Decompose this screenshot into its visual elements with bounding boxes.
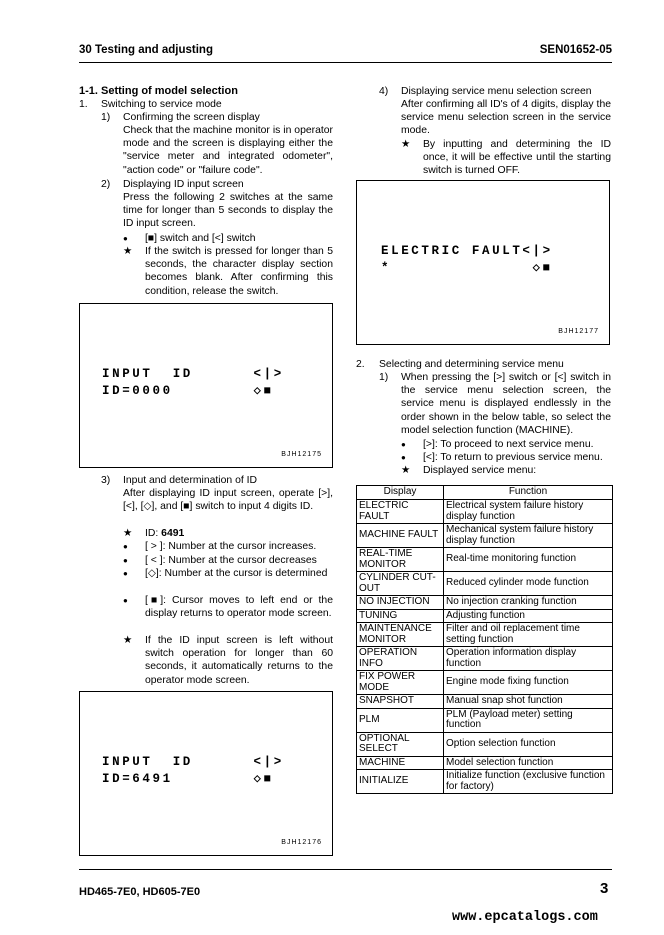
bullet-text: [◇]: Number at the cursor is determined	[145, 568, 328, 579]
step-title: Switching to service mode	[101, 99, 222, 110]
page-number: 3	[600, 880, 609, 897]
step-1	[79, 98, 333, 111]
function-cell: Operation information display function	[444, 647, 613, 671]
substep-body: When pressing the [>] switch or [<] switch in the service menu selection screen, the service menu is displayed endlessly in the order shown in the below table, so select the model selection function (MACHINE).	[401, 372, 611, 436]
lcd-line-2: ID=6491 ◇■	[102, 772, 274, 786]
bullet-text: [ < ]: Number at the cursor decreases	[145, 555, 317, 566]
function-cell: No injection cranking function	[444, 596, 613, 610]
table-row	[357, 770, 613, 794]
table-row	[357, 548, 613, 572]
figure-code: BJH12176	[281, 838, 322, 846]
table-row	[357, 623, 613, 647]
bullet-icon: ●	[401, 453, 406, 462]
function-cell: Mechanical system failure history display function	[444, 524, 613, 548]
function-cell: Option selection function	[444, 732, 613, 756]
star-icon: ★	[123, 528, 133, 539]
substep-3	[101, 474, 333, 487]
table-row	[357, 671, 613, 695]
function-cell: Engine mode fixing function	[444, 671, 613, 695]
display-cell: ELECTRIC FAULT	[357, 500, 444, 524]
bullet-item	[123, 567, 333, 580]
step-2	[356, 358, 612, 371]
star-note	[123, 245, 333, 298]
star-icon: ★	[401, 465, 411, 476]
table-row	[357, 524, 613, 548]
monitor-figure-service-menu	[356, 180, 610, 345]
function-cell: Electrical system failure history display function	[444, 500, 613, 524]
bullet-text: [■]: Cursor moves to left end or the display returns to operator mode screen.	[145, 595, 333, 620]
footer-rule	[79, 869, 612, 870]
bullet-icon: ●	[401, 440, 406, 449]
table-row	[357, 708, 613, 732]
display-cell: MACHINE	[357, 756, 444, 770]
bullet-icon: ●	[123, 542, 128, 551]
bullet-text: [ > ]: Number at the cursor increases.	[145, 541, 317, 552]
display-cell: TUNING	[357, 609, 444, 623]
id-line	[123, 527, 333, 540]
substep-number: 4)	[379, 86, 389, 97]
section-heading: 1-1. Setting of model selection	[79, 85, 238, 97]
substep-title: Displaying ID input screen	[123, 179, 244, 190]
substep-title: Input and determination of ID	[123, 475, 258, 486]
substep-2-body: Press the following 2 switches at the same time for longer than 5 seconds to display the ID input screen.	[123, 192, 333, 230]
lcd-line-1: ELECTRIC FAULT<|>	[381, 244, 553, 258]
service-menu-table	[356, 485, 613, 794]
display-cell: MACHINE FAULT	[357, 524, 444, 548]
substep-number: 3)	[101, 475, 111, 486]
bullet-item	[401, 451, 611, 464]
substep-1-body: Check that the machine monitor is in operator mode and the screen is displaying either the "service meter and integrated odometer", "action code" or "failure code".	[123, 125, 333, 176]
bullet-item	[123, 232, 333, 245]
figure-code: BJH12177	[558, 327, 599, 335]
display-cell: INITIALIZE	[357, 770, 444, 794]
id-label: ID:	[145, 528, 162, 539]
display-cell: NO INJECTION	[357, 596, 444, 610]
figure-code: BJH12175	[281, 450, 322, 458]
substep-1	[101, 111, 333, 124]
table-row	[357, 572, 613, 596]
note-text: Displayed service menu:	[423, 465, 537, 476]
function-cell: Model selection function	[444, 756, 613, 770]
lcd-line-1: INPUT ID <|>	[102, 367, 284, 381]
substep-4	[379, 85, 611, 98]
table-row	[357, 756, 613, 770]
display-cell: OPTIONAL SELECT	[357, 732, 444, 756]
bullet-icon: ●	[123, 556, 128, 565]
lcd-line-1: INPUT ID <|>	[102, 755, 284, 769]
id-value: 6491	[161, 528, 185, 539]
table-row	[357, 695, 613, 709]
star-icon: ★	[123, 635, 133, 646]
substep-number: 2)	[101, 179, 111, 190]
display-cell: REAL-TIME MONITOR	[357, 548, 444, 572]
note-text: By inputting and determining the ID once, it will be effective until the starting switch is turned OFF.	[423, 139, 611, 177]
bullet-item	[123, 554, 333, 567]
substep-r1	[379, 371, 611, 437]
lcd-line-2: * ◇■	[381, 261, 553, 275]
substep-title: Displaying service menu selection screen	[401, 86, 592, 97]
star-note	[401, 138, 611, 178]
step-title: Selecting and determining service menu	[379, 359, 564, 370]
bullet-icon: ●	[123, 569, 128, 578]
table-header-row	[357, 486, 613, 500]
substep-2	[101, 178, 333, 191]
column-header-display: Display	[357, 486, 444, 500]
note-text: If the ID input screen is left without switch operation for longer than 60 seconds, it automatically returns to the operator mode screen.	[145, 635, 333, 686]
star-note	[401, 464, 611, 477]
bullet-icon: ●	[123, 596, 128, 605]
display-cell: PLM	[357, 708, 444, 732]
display-cell: MAINTENANCE MONITOR	[357, 623, 444, 647]
website-watermark: www.epcatalogs.com	[452, 910, 598, 925]
display-cell: SNAPSHOT	[357, 695, 444, 709]
table-row	[357, 596, 613, 610]
table-row	[357, 732, 613, 756]
substep-3-body: After displaying ID input screen, operate [>], [<], [◇], and [■] switch to input 4 digits ID.	[123, 488, 333, 513]
bullet-text: [■] switch and [<] switch	[145, 233, 256, 244]
bullet-item	[123, 594, 333, 620]
display-cell: FIX POWER MODE	[357, 671, 444, 695]
bullet-item	[123, 540, 333, 553]
model-footer: HD465-7E0, HD605-7E0	[79, 886, 201, 898]
table-row	[357, 500, 613, 524]
document-code: SEN01652-05	[539, 44, 612, 56]
header-rule	[79, 62, 612, 63]
lcd-line-2: ID=0000 ◇■	[102, 384, 274, 398]
table-row	[357, 609, 613, 623]
note-text: If the switch is pressed for longer than 5 seconds, the character display section becomes blank. After confirming this condition, release the switch.	[145, 246, 333, 297]
function-cell: Adjusting function	[444, 609, 613, 623]
section-title: 30 Testing and adjusting	[79, 44, 213, 56]
bullet-icon: ●	[123, 234, 128, 243]
star-icon: ★	[401, 139, 411, 150]
step-number: 2.	[356, 359, 365, 370]
function-cell: PLM (Payload meter) setting function	[444, 708, 613, 732]
bullet-text: [>]: To proceed to next service menu.	[423, 439, 594, 450]
bullet-text: [<]: To return to previous service menu.	[423, 452, 603, 463]
function-cell: Initialize function (exclusive function for factory)	[444, 770, 613, 794]
bullet-item	[401, 438, 611, 451]
substep-title: Confirming the screen display	[123, 112, 260, 123]
column-header-function: Function	[444, 486, 613, 500]
function-cell: Filter and oil replacement time setting function	[444, 623, 613, 647]
function-cell: Reduced cylinder mode function	[444, 572, 613, 596]
monitor-figure-id-input	[79, 303, 333, 468]
function-cell: Manual snap shot function	[444, 695, 613, 709]
monitor-figure-id-entered	[79, 691, 333, 856]
star-icon: ★	[123, 246, 133, 257]
substep-4-body: After confirming all ID's of 4 digits, display the service menu selection screen in the service mode.	[401, 99, 611, 137]
display-cell: CYLINDER CUT-OUT	[357, 572, 444, 596]
display-cell: OPERATION INFO	[357, 647, 444, 671]
function-cell: Real-time monitoring function	[444, 548, 613, 572]
step-number: 1.	[79, 99, 88, 110]
substep-number: 1)	[379, 372, 389, 383]
star-note	[123, 634, 333, 687]
table-row	[357, 647, 613, 671]
substep-number: 1)	[101, 112, 111, 123]
